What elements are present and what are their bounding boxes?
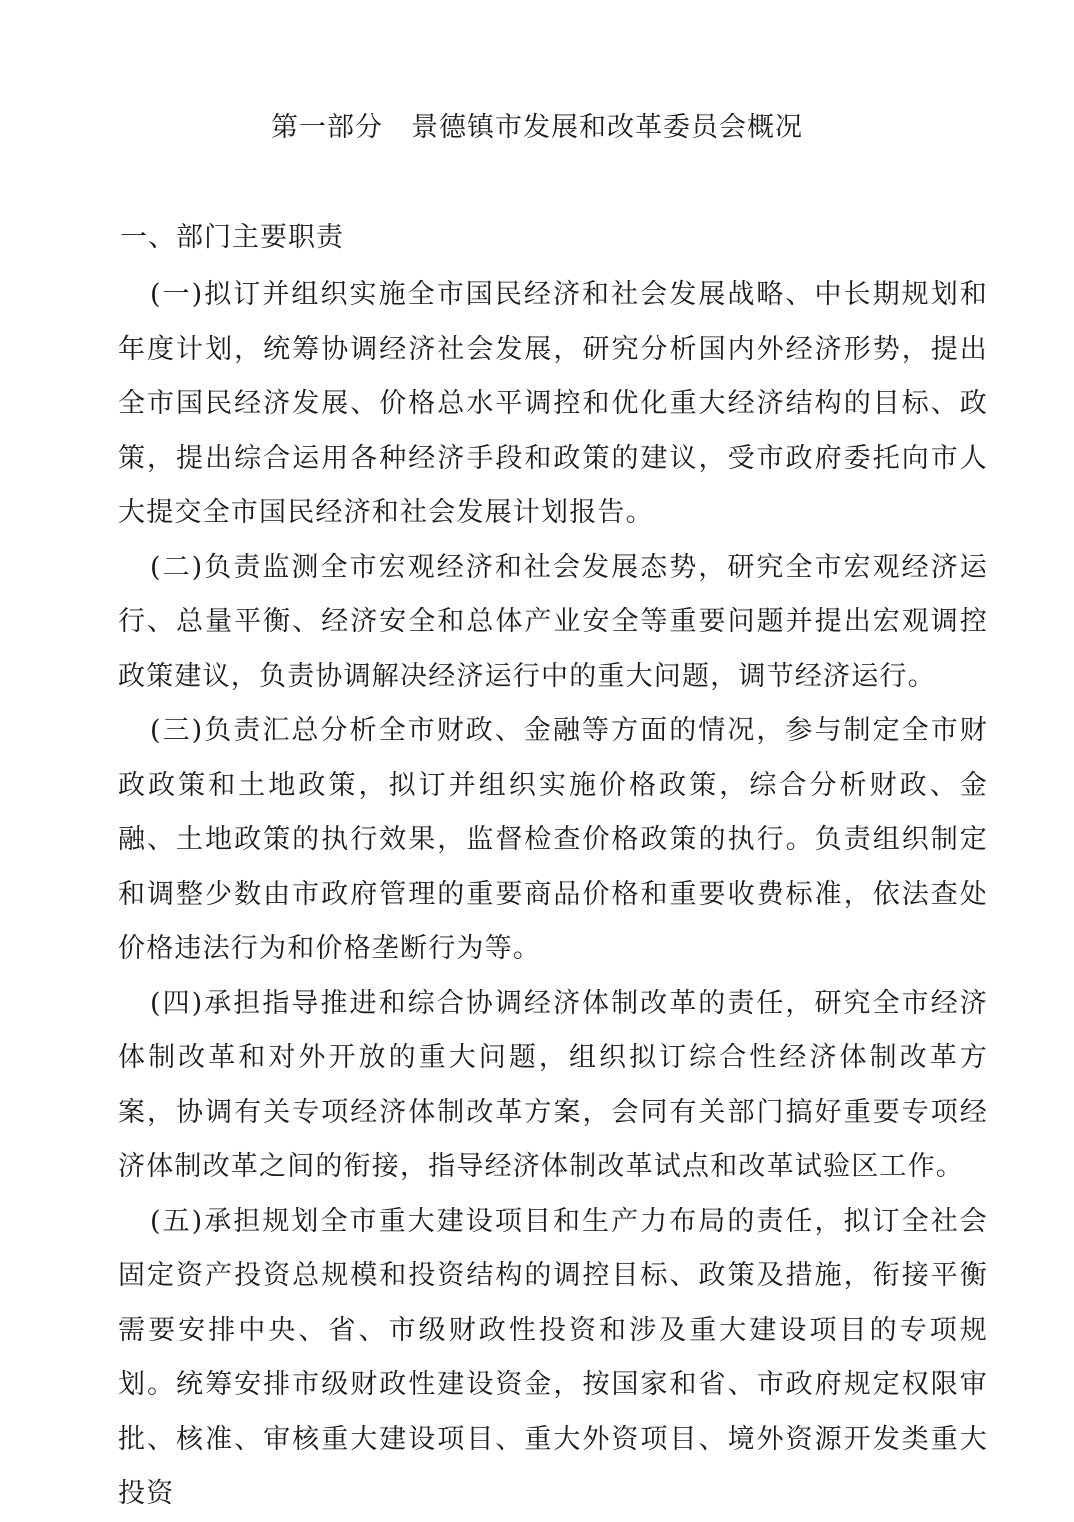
section-heading: 一、部门主要职责 [120,222,344,253]
paragraph-2: (二)负责监测全市宏观经济和社会发展态势，研究全市宏观经济运行、总量平衡、经济安全和总体产业安全等重要问题并提出宏观调控政策建议，负责协调解决经济运行中的重大问题，调节经济运行。 [118,551,988,692]
paragraph-5: (五)承担规划全市重大建设项目和生产力布局的责任，拟订全社会固定资产投资总规模和投资结构的调控目标、政策及措施，衔接平衡需要安排中央、省、市级财政性投资和涉及重大建设项目的专项规划。统筹安排市级财政性建设资金，按国家和省、市政府规定权限审批、核准、审核重大建设项目、重大外资项目、境外资源开发类重大投资 [118,1205,988,1509]
paragraph-1: (一)拟订并组织实施全市国民经济和社会发展战略、中长期规划和年度计划，统筹协调经济社会发展，研究分析国内外经济形势，提出全市国民经济发展、价格总水平调控和优化重大经济结构的目标、政策，提出综合运用各种经济手段和政策的建议，受市政府委托向市人大提交全市国民经济和社会发展计划报告。 [118,279,988,528]
document-body [118,268,988,1522]
paragraph-3: (三)负责汇总分析全市财政、金融等方面的情况，参与制定全市财政政策和土地政策，拟订并组织实施价格政策，综合分析财政、金融、土地政策的执行效果，监督检查价格政策的执行。负责组织制定和调整少数由市政府管理的重要商品价格和重要收费标准，依法查处价格违法行为和价格垄断行为等。 [118,715,988,964]
page-title: 第一部分 景德镇市发展和改革委员会概况 [271,112,803,143]
paragraph-4: (四)承担指导推进和综合协调经济体制改革的责任，研究全市经济体制改革和对外开放的重大问题，组织拟订综合性经济体制改革方案，协调有关专项经济体制改革方案，会同有关部门搞好重要专项经济体制改革之间的衔接，指导经济体制改革试点和改革试验区工作。 [118,987,988,1182]
